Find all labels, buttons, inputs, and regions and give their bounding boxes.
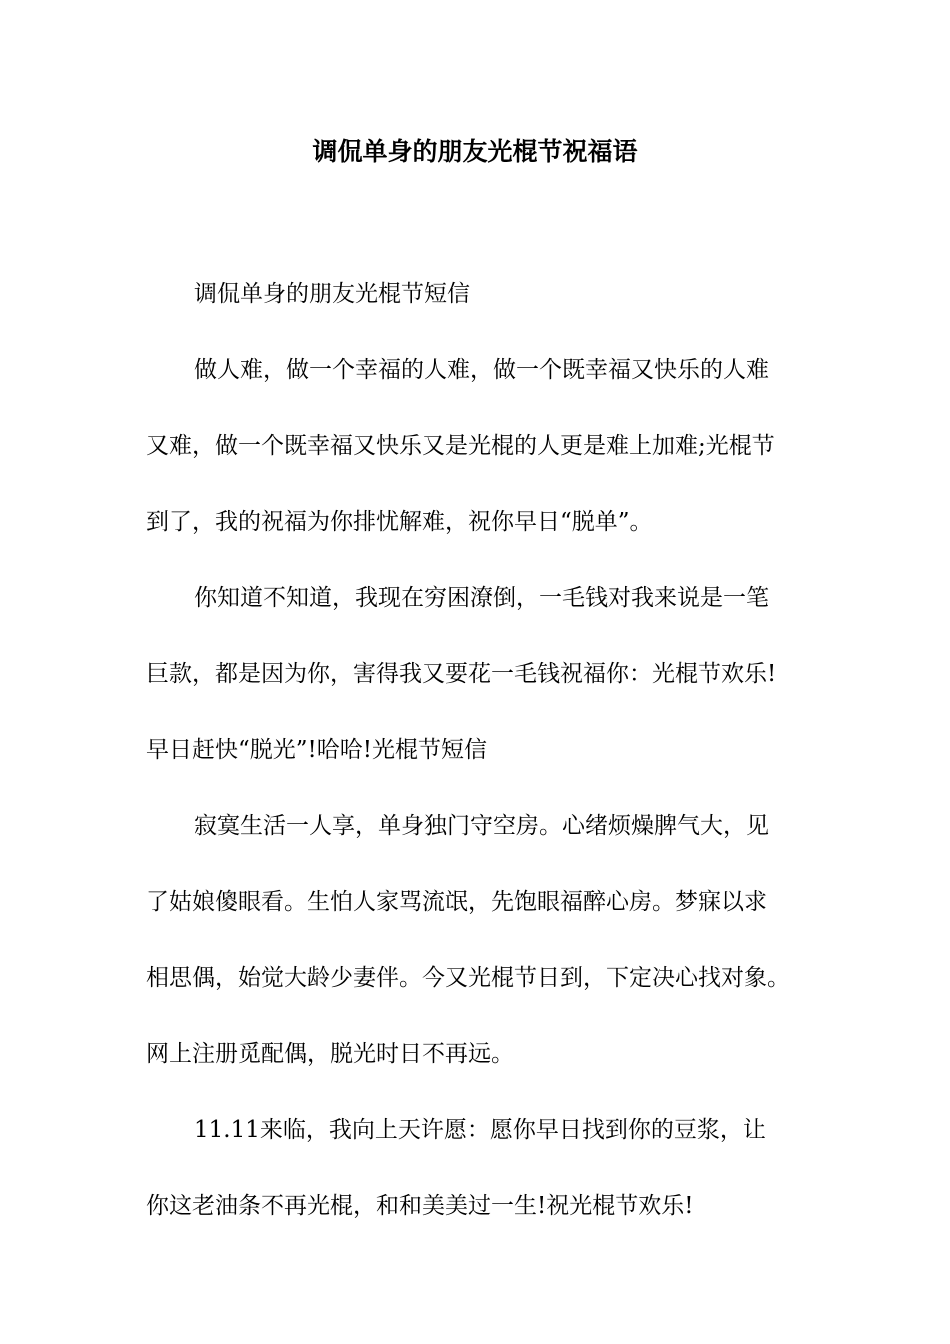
text-line-6: 巨款，都是因为你，害得我又要花一毛钱祝福你：光棍节欢乐! bbox=[146, 661, 777, 687]
text-line-12: 11.11来临，我向上天许愿：愿你早日找到你的豆浆，让 bbox=[194, 1117, 766, 1143]
text-line-10: 相思偶，始觉大龄少妻伴。今又光棍节日到，下定决心找对象。 bbox=[146, 965, 790, 991]
document-title: 调侃单身的朋友光棍节祝福语 bbox=[312, 137, 638, 166]
text-line-8: 寂寞生活一人享，单身独门守空房。心绪烦燥脾气大，见 bbox=[194, 813, 769, 839]
text-line-1: 调侃单身的朋友光棍节短信 bbox=[194, 281, 470, 307]
text-line-11: 网上注册觅配偶，脱光时日不再远。 bbox=[146, 1041, 514, 1067]
text-line-2: 做人难，做一个幸福的人难，做一个既幸福又快乐的人难 bbox=[194, 357, 769, 383]
text-line-7: 早日赶快“脱光”!哈哈!光棍节短信 bbox=[146, 737, 488, 763]
text-line-13: 你这老油条不再光棍，和和美美过一生!祝光棍节欢乐! bbox=[146, 1193, 694, 1219]
text-line-3: 又难，做一个既幸福又快乐又是光棍的人更是难上加难;光棍节 bbox=[146, 433, 775, 459]
document-body bbox=[146, 256, 806, 1244]
text-line-4: 到了，我的祝福为你排忧解难，祝你早日“脱单”。 bbox=[146, 509, 653, 535]
text-line-9: 了姑娘傻眼看。生怕人家骂流氓，先饱眼福醉心房。梦寐以求 bbox=[146, 889, 767, 915]
text-line-5: 你知道不知道，我现在穷困潦倒，一毛钱对我来说是一笔 bbox=[194, 585, 769, 611]
